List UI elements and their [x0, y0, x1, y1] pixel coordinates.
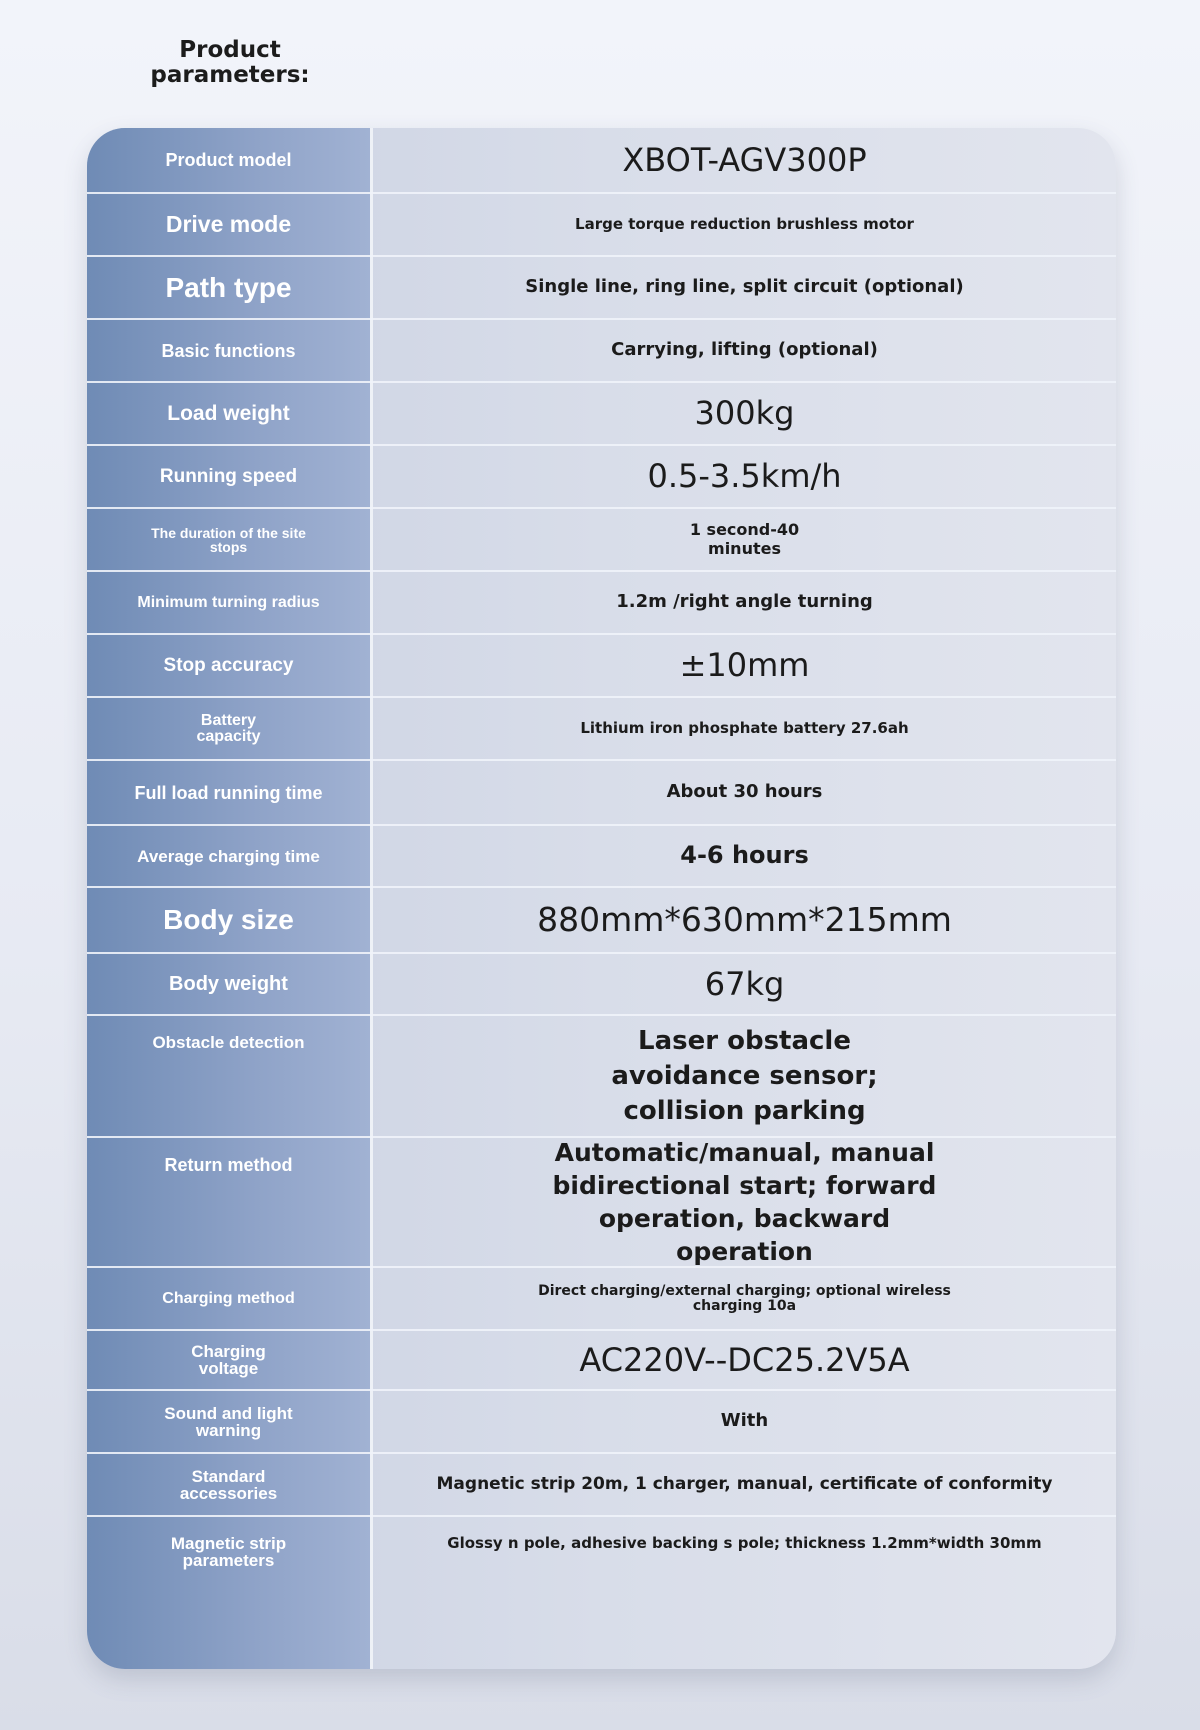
row-value: Large torque reduction brushless motor: [575, 214, 914, 233]
table-row-site-stop-duration: [87, 509, 1116, 572]
table-row-return-method: [87, 1138, 1116, 1268]
table-row-basic-functions: [87, 320, 1116, 383]
row-label: Stop accuracy: [163, 655, 294, 676]
row-label: Battery capacity: [196, 711, 261, 745]
table-row-average-charging-time: [87, 826, 1116, 888]
row-label: Return method: [164, 1155, 293, 1175]
row-value: About 30 hours: [666, 781, 823, 803]
row-label: Sound and light warning: [164, 1403, 293, 1440]
table-row-battery-capacity: [87, 698, 1116, 761]
row-label: Path type: [165, 271, 292, 303]
row-value: 4-6 hours: [680, 841, 809, 870]
row-label: Magnetic strip parameters: [170, 1534, 287, 1570]
table-row-charging-method: [87, 1268, 1116, 1331]
row-value: Laser obstacle avoidance sensor; collision parking: [611, 1025, 878, 1126]
row-value: Carrying, lifting (optional): [611, 339, 878, 361]
row-label: Body size: [163, 904, 294, 935]
table-row-stop-accuracy: [87, 635, 1116, 698]
table-row-path-type: [87, 257, 1116, 320]
table-row-magnetic-strip-parameters: [87, 1517, 1116, 1669]
table-row-body-weight: [87, 954, 1116, 1016]
row-label: Full load running time: [134, 782, 323, 803]
table-row-sound-light-warning: [87, 1391, 1116, 1454]
row-value: 0.5-3.5km/h: [647, 457, 842, 496]
row-label: Charging voltage: [191, 1342, 266, 1378]
row-label: Product model: [165, 150, 292, 170]
table-row-body-size: [87, 888, 1116, 954]
row-value: Direct charging/external charging; optional wireless charging 10a: [538, 1282, 951, 1314]
row-value: ±10mm: [679, 646, 810, 685]
row-label: Load weight: [167, 402, 290, 425]
table-row-running-speed: [87, 446, 1116, 509]
table-row-product-model: [87, 128, 1116, 194]
table-row-load-weight: [87, 383, 1116, 446]
row-label: Drive mode: [165, 211, 292, 237]
row-value: 67kg: [704, 964, 785, 1003]
row-label: Obstacle detection: [152, 1033, 305, 1052]
row-value: With: [720, 1410, 769, 1432]
row-value: Magnetic strip 20m, 1 charger, manual, certificate of conformity: [436, 1473, 1053, 1494]
table-row-drive-mode: [87, 194, 1116, 257]
row-label: Average charging time: [137, 846, 320, 866]
parameters-table: [87, 128, 1116, 1669]
row-value: Automatic/manual, manual bidirectional start; forward operation, backward operation: [552, 1138, 937, 1266]
table-row-obstacle-detection: [87, 1016, 1116, 1138]
table-row-full-load-running-time: [87, 761, 1116, 826]
row-value: Lithium iron phosphate battery 27.6ah: [580, 718, 909, 737]
row-label: Running speed: [159, 466, 298, 487]
row-value: 300kg: [694, 394, 795, 433]
row-label: Charging method: [162, 1289, 295, 1307]
row-value: Glossy n pole, adhesive backing s pole; thickness 1.2mm*width 30mm: [447, 1534, 1042, 1552]
table-row-charging-voltage: [87, 1331, 1116, 1391]
row-label: The duration of the site stops: [151, 524, 306, 555]
row-value: XBOT-AGV300P: [622, 140, 867, 179]
row-value: 880mm*630mm*215mm: [537, 900, 952, 940]
row-label: Standard accessories: [179, 1466, 278, 1503]
row-value: Single line, ring line, split circuit (optional): [525, 276, 964, 298]
page-title: Product parameters:: [150, 37, 310, 88]
row-value: AC220V--DC25.2V5A: [579, 1340, 910, 1379]
row-label: Body weight: [169, 973, 288, 995]
row-label: Minimum turning radius: [137, 593, 320, 611]
table-row-standard-accessories: [87, 1454, 1116, 1517]
row-value: 1.2m /right angle turning: [616, 591, 873, 613]
row-label: Basic functions: [161, 340, 296, 361]
row-value: 1 second-40 minutes: [689, 520, 800, 558]
table-row-turning-radius: [87, 572, 1116, 635]
